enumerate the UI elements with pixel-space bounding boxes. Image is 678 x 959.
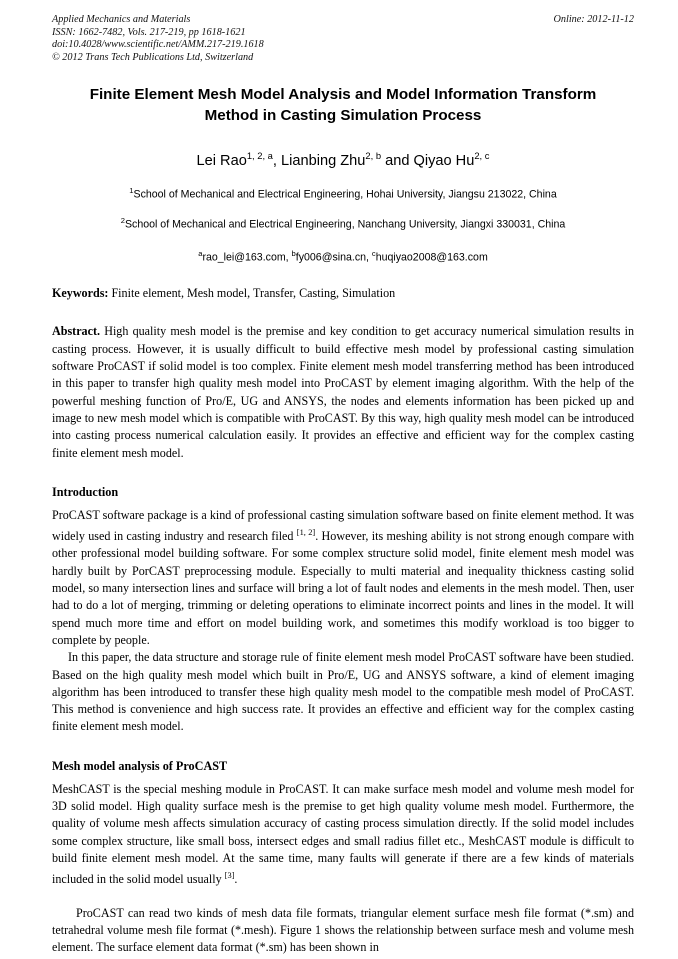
section-heading-introduction: Introduction — [52, 484, 119, 499]
author-1-affiliation-marker: 1, 2, a — [246, 150, 273, 161]
keywords — [52, 285, 634, 301]
email-c: huqiyao2008@163.com — [375, 251, 488, 264]
keywords-label: Keywords: — [52, 286, 109, 301]
email-a: rao_lei@163.com, — [202, 251, 292, 264]
intro-p1-part-1: ProCAST software package is a kind of professional casting simulation software based on finite element method. It was widely used in casting industry and research filed — [52, 507, 634, 544]
title-line-2: Method in Casting Simulation Process — [204, 107, 482, 124]
mesh-analysis-paragraph-2: ProCAST can read two kinds of mesh data file formats, triangular element surface mesh file format (*.sm) and tetrahedral volume mesh file format (*.mesh). Figure 1 shows the relationship between surface mesh and volume mesh element. The surface element data format (*.sm) has been shown in — [52, 905, 634, 955]
journal-name: Applied Mechanics and Materials — [52, 14, 191, 25]
email-b: fy006@sina.cn, — [295, 251, 372, 264]
masthead — [52, 14, 634, 70]
citation-ref-3: [3] — [224, 871, 235, 881]
author-1-name: Lei Rao — [196, 152, 247, 169]
author-separator-2: and — [381, 152, 414, 169]
intro-p1-part-2: . However, its meshing ability is not strong enough compare with other professional model building software. For some complex structure solid model, finite element mesh model was hardly built by PorCAST preprocessing module. Especially to multi material and inequality thickness casting solid model, so many intersection lines and surface will bring a lot of fault nodes and elements in the mesh model. Then, user had to do a lot of merging, trimming or deleting operations to eliminate incorrect points and lines in the model. It will spend much more time and effort on model building work, and sometimes this modify workload is too bigger to complete by people. — [52, 529, 635, 647]
email-c-marker: c — [371, 248, 376, 258]
affiliation-1 — [52, 184, 634, 202]
abstract-paragraph — [52, 323, 634, 461]
mesh-p1-part-2: . — [234, 872, 238, 887]
introduction-paragraph-2: In this paper, the data structure and storage rule of finite element mesh model ProCAST software have been studied. Based on the high quality mesh model which built in Pro/E, UG and ANSYS software, a kind of element imaging algorithm has been introduced to transfer these high quality mesh model to the compatible mesh model of ProCAST. This method is convenience and high success rate. It provides an effective and efficient way for the complex casting finite element mesh model. — [52, 650, 634, 734]
author-list — [52, 146, 634, 171]
page-title — [68, 84, 618, 126]
author-emails — [52, 249, 634, 264]
section-heading-mesh-model-analysis: Mesh model analysis of ProCAST — [52, 758, 228, 773]
title-line-1: Finite Element Mesh Model Analysis and Model Information Transform — [89, 86, 597, 103]
doi-line: doi:10.4028/www.scientific.net/AMM.217-219.1618 — [52, 39, 264, 51]
keywords-value: Finite element, Mesh model, Transfer, Casting, Simulation — [108, 286, 396, 301]
affiliation-1-marker: 1 — [129, 185, 134, 195]
email-b-marker: b — [291, 248, 296, 258]
mesh-analysis-paragraph-1 — [52, 781, 634, 889]
introduction-paragraph-1 — [52, 507, 634, 649]
abstract-label: Abstract. — [52, 324, 101, 339]
mesh-p1-part-1: MeshCAST is the special meshing module in ProCAST. It can make surface mesh model and volume mesh model for 3D solid model. High quality surface mesh is the premise to get high quality volume mesh model. Furthermore, the quality of volume mesh affects simulation accuracy of casting process simulation directly. If the solid model includes some complex structure, like small boss, intersect edges and small radius fillet etc., MeshCAST module is difficult to build finite element mesh model. At the same time, many faults will generate if there are a few kinds of materials included in the solid model usually — [52, 781, 634, 887]
copyright-line: © 2012 Trans Tech Publications Ltd, Switzerland — [52, 51, 254, 63]
author-2-affiliation-marker: 2, b — [365, 150, 382, 161]
masthead-left — [52, 14, 472, 64]
online-date: Online: 2012-11-12 — [553, 14, 634, 25]
author-2-name: Lianbing Zhu — [281, 152, 366, 169]
affiliation-2 — [52, 214, 634, 232]
email-a-marker: a — [198, 248, 203, 258]
affiliation-2-text: School of Mechanical and Electrical Engineering, Nanchang University, Jiangxi 330031, China — [124, 218, 566, 231]
affiliation-1-text: School of Mechanical and Electrical Engineering, Hohai University, Jiangsu 213022, China — [133, 188, 557, 201]
affiliation-2-marker: 2 — [120, 216, 125, 226]
abstract-text: High quality mesh model is the premise and key condition to get accuracy numerical simulation results in casting process. However, it is usually difficult to build effective mesh model by professional casting simulation software ProCAST if solid model is too complex. Finite element mesh model transferring method has been introduced in this paper to transfer high quality mesh model into ProCAST by element imaging algorithm. With the help of the powerful meshing function of Pro/E, UG and ANSYS, the nodes and elements information has been picked up and image to new mesh model which is compatible with ProCAST. By this way, high quality mesh model can be introduced into casting process numerical calculation easily. It provides an effective and efficient way for the complex casting finite element mesh model. — [52, 324, 634, 460]
issn-line: ISSN: 1662-7482, Vols. 217-219, pp 1618-1621 — [52, 26, 246, 38]
citation-ref-1-2: [1, 2] — [296, 528, 316, 538]
author-3-affiliation-marker: 2, c — [474, 150, 490, 161]
author-3-name: Qiyao Hu — [413, 152, 475, 169]
author-separator-1: , — [272, 152, 281, 169]
